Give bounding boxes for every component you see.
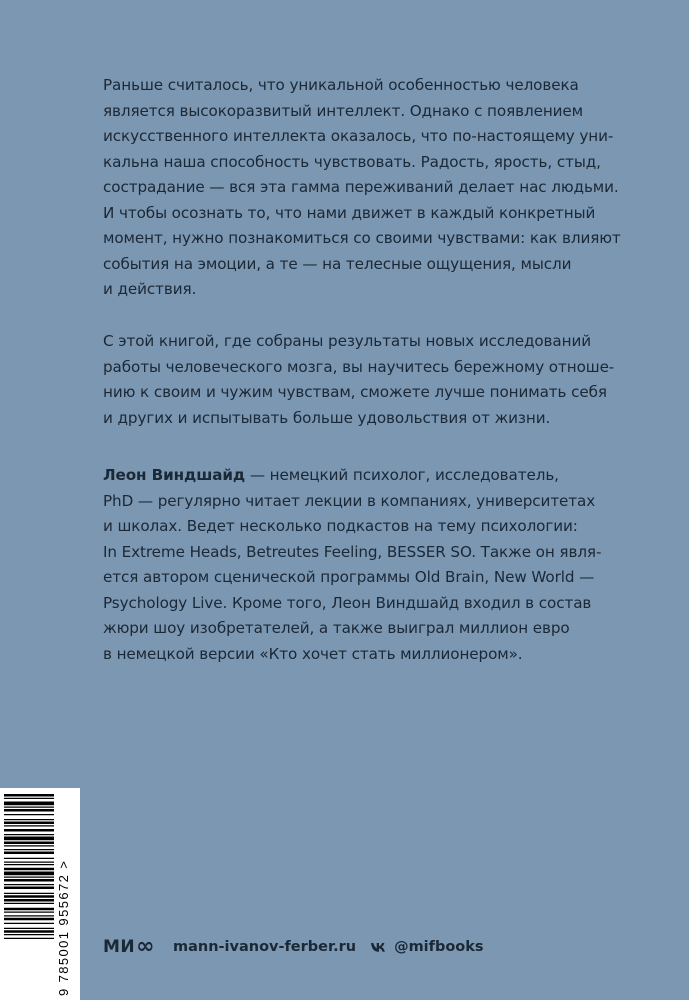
barcode-bar [4, 934, 54, 935]
author-bio-first-line: — немецкий психолог, исследователь, [245, 466, 559, 484]
barcode-bar [4, 928, 54, 929]
barcode-bar [4, 829, 54, 832]
barcode-bar [4, 825, 54, 826]
text-line: Psychology Live. Кроме того, Леон Виндшайд входил в состав [103, 593, 592, 612]
text-line: PhD — регулярно читает лекции в компаниях, университетах [103, 491, 596, 510]
barcode-bar [4, 879, 54, 882]
barcode-bar [4, 852, 54, 855]
barcode-bar [4, 794, 54, 797]
description-paragraph-1 [103, 73, 621, 303]
vk-icon[interactable] [370, 942, 388, 953]
text-line: кальна наша способность чувствовать. Радость, ярость, стыд, [103, 152, 601, 171]
text-line: и других и испытывать больше удовольствия от жизни. [103, 408, 551, 427]
description-paragraph-2 [103, 329, 615, 431]
text-line: в немецкой версии «Кто хочет стать миллионером». [103, 644, 523, 663]
text-line: In Extreme Heads, Betreutes Feeling, BESSER SO. Также он явля- [103, 542, 602, 561]
logo-text: МИ [103, 937, 136, 957]
text-line: Раньше считалось, что уникальной особенностью человека [103, 76, 579, 94]
barcode-bar [4, 915, 54, 916]
barcode-bar [4, 887, 54, 890]
author-bio [103, 463, 603, 667]
text-line: нию к своим и чужим чувствам, сможете лучше понимать себя [103, 383, 607, 401]
barcode-bar [4, 868, 54, 871]
barcode-bar [4, 842, 54, 845]
publisher-website[interactable]: mann-ivanov-ferber.ru [172, 939, 357, 955]
text-line [103, 463, 603, 489]
barcode-bar [4, 918, 54, 921]
text-line: является высокоразвитый интеллект. Однако с появлением [103, 101, 584, 120]
barcode-bar [4, 837, 54, 841]
publisher-footer [103, 934, 484, 960]
social-handle[interactable]: @mifbooks [394, 939, 484, 955]
barcode-bar [4, 912, 54, 913]
barcode-bar [4, 798, 54, 799]
barcode-bar [4, 814, 54, 815]
barcode-bar [4, 802, 54, 806]
barcode-bar [4, 858, 54, 859]
barcode-bar [4, 849, 54, 850]
barcode-bar [4, 893, 54, 894]
barcode-bar [4, 938, 54, 939]
barcode-bar [4, 895, 54, 898]
text-line: искусственного интеллекта оказалось, что по-настоящему уни- [103, 127, 614, 145]
barcode-bar [4, 872, 54, 876]
barcode-bar [4, 845, 54, 846]
barcode-bar [4, 862, 54, 863]
barcode-bar [4, 864, 54, 865]
text-line: и действия. [103, 280, 197, 298]
text-line: и школах. Ведет несколько подкастов на тему психологии: [103, 517, 578, 535]
barcode-digits: 9 785001 955672 > [56, 859, 71, 996]
barcode-bar [4, 930, 54, 933]
text-line: С этой книгой, где собраны результаты новых исследований [103, 332, 591, 350]
text-line: жюри шоу изобретателей, а также выиграл миллион евро [103, 619, 570, 637]
text-line: работы человеческого мозга, вы научитесь бережному отноше- [103, 357, 615, 376]
publisher-logo [103, 936, 155, 958]
barcode-bar [4, 819, 54, 820]
barcode-bar [4, 884, 54, 885]
barcode-bar [4, 807, 54, 808]
barcode-bar [4, 908, 54, 911]
barcode-bar [4, 834, 54, 835]
text-line: события на эмоции, а те — на телесные ощущения, мысли [103, 254, 572, 273]
text-line: ется автором сценической программы Old Brain, New World — [103, 568, 595, 586]
barcode-bar [4, 923, 54, 924]
barcode-bar [4, 899, 54, 902]
text-line: И чтобы осознать то, что нами движет в каждый конкретный [103, 203, 596, 222]
text-line: сострадание — вся эта гамма переживаний делает нас людьми. [103, 178, 619, 196]
author-name: Леон Виндшайд [103, 466, 246, 484]
text-line: момент, нужно познакомиться со своими чувствами: как влияют [103, 229, 621, 247]
barcode-bar [4, 809, 54, 812]
barcode-bars [4, 794, 54, 939]
barcode-bar [4, 877, 54, 878]
barcode-bar [4, 822, 54, 825]
isbn-barcode [0, 788, 80, 1000]
logo-infinity-symbol: ∞ [136, 934, 155, 959]
barcode-bar [4, 903, 54, 904]
